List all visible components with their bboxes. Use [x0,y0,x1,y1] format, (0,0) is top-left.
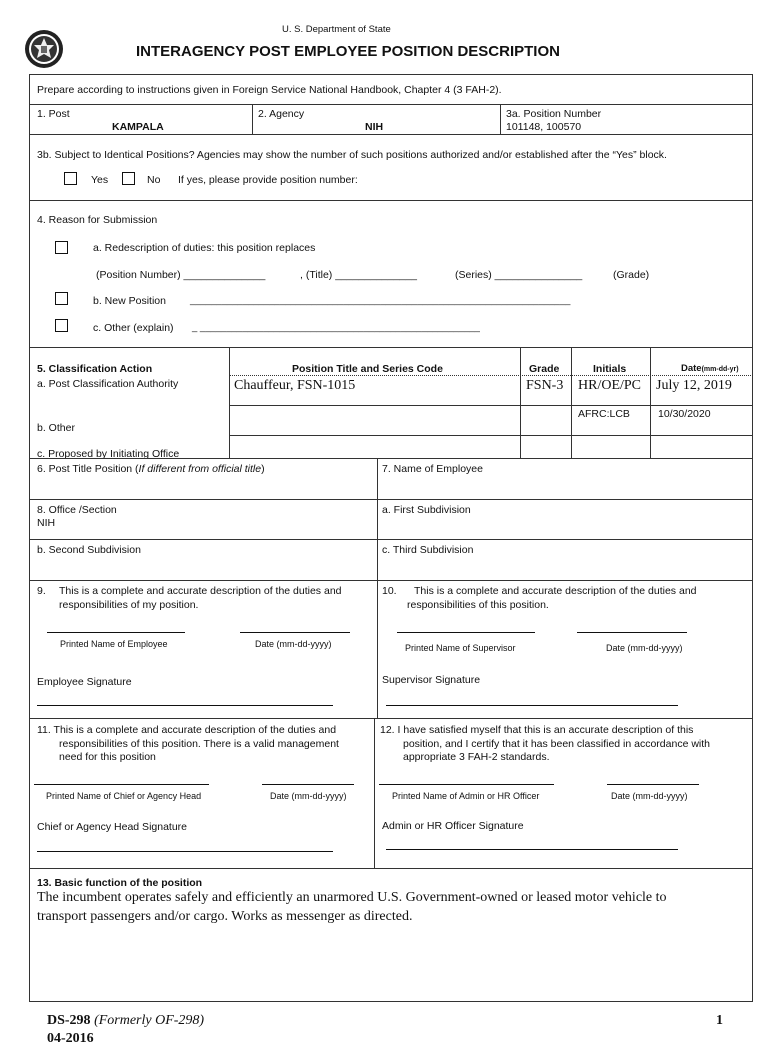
yes-label: Yes [91,174,109,186]
sec10-number: 10. [382,585,397,597]
initials-header: Initials [593,363,627,375]
yes-checkbox[interactable] [64,172,77,185]
department-of-state-seal-icon [24,29,64,69]
agency-label: 2. Agency [258,108,305,120]
employee-printed-name[interactable]: Printed Name of Employee [60,639,168,649]
other-explain-line[interactable]: _ _____________________________________________________ [192,322,480,333]
other-checkbox[interactable] [55,319,68,332]
page-number: 1 [716,1013,723,1028]
classification-action-header: 5. Classification Action [37,363,153,375]
office-section-value[interactable]: NIH [37,517,56,529]
identical-positions-question: 3b. Subject to Identical Positions? Agencies may show the number of such positions authorized and/or established after the “Yes” block. [37,149,667,161]
supervisor-signature[interactable]: Supervisor Signature [382,674,481,686]
sec9-text-2: responsibilities of my position. [59,599,199,611]
new-position-label: b. New Position [93,295,166,307]
supervisor-printed-name[interactable]: Printed Name of Supervisor [405,643,516,653]
new-position-checkbox[interactable] [55,292,68,305]
post-value[interactable]: KAMPALA [112,121,164,133]
first-subdivision-label: a. First Subdivision [382,504,471,516]
position-number-label: 3a. Position Number [506,108,602,120]
sec10-text-2: responsibilities of this position. [407,599,549,611]
chief-printed-name[interactable]: Printed Name of Chief or Agency Head [46,791,202,801]
form-title: INTERAGENCY POST EMPLOYEE POSITION DESCRIPTION [136,43,560,60]
series-field[interactable]: (Series) _______________ [455,269,583,281]
third-subdivision-label: c. Third Subdivision [382,544,474,556]
sec12-text-2: position, and I certify that it has been classified in accordance with [403,738,711,750]
chief-signature[interactable]: Chief or Agency Head Signature [37,821,188,833]
position-title-value[interactable]: Chauffeur, FSN-1015 [234,378,356,393]
proposed-label: c. Proposed by Initiating Office [37,448,180,460]
initials-value[interactable]: HR/OE/PC [578,378,642,393]
agency-value[interactable]: NIH [365,121,384,133]
position-number-field[interactable]: (Position Number) ______________ [96,269,266,281]
other-label: c. Other (explain) [93,322,174,334]
sec11-text-2: responsibilities of this position. There is a valid management [59,738,339,750]
post-label: 1. Post [37,108,70,120]
redescription-checkbox[interactable] [55,241,68,254]
title-field[interactable]: , (Title) ______________ [300,269,417,281]
date-header: Date(mm-dd-yr) [681,363,739,374]
grade-header: Grade [529,363,560,375]
sec11-text-1: 11. This is a complete and accurate description of the duties and [37,724,337,736]
redescription-label: a. Redescription of duties: this position replaces [93,242,316,254]
admin-date[interactable]: Date (mm-dd-yyyy) [611,791,688,801]
second-subdivision-label: b. Second Subdivision [37,544,141,556]
basic-function-text-2[interactable]: transport passengers and/or cargo. Works as messenger as directed. [37,909,413,924]
sec9-text-1: This is a complete and accurate description of the duties and [59,585,342,597]
afrc-date[interactable]: 10/30/2020 [658,408,711,420]
intro-text: Prepare according to instructions given in Foreign Service National Handbook, Chapter 4 (3 FAH-2). [37,84,502,96]
date-format-hint: (mm-dd-yr) [701,366,739,373]
employee-signature[interactable]: Employee Signature [37,676,132,688]
position-title-header: Position Title and Series Code [292,363,443,375]
position-number-value[interactable]: 101148, 100570 [506,121,582,133]
basic-function-title: 13. Basic function of the position [37,877,203,889]
date-value[interactable]: July 12, 2019 [656,378,732,393]
sec9-number: 9. [37,585,46,597]
no-checkbox[interactable] [122,172,135,185]
afrc-initials[interactable]: AFRC:LCB [578,408,630,420]
form-revision: 04-2016 [47,1031,94,1046]
other-classification-label: b. Other [37,422,75,434]
sec12-text-3: appropriate 3 FAH-2 standards. [403,751,550,763]
sec12-text-1: 12. I have satisfied myself that this is an accurate description of this [380,724,694,736]
employee-name-label: 7. Name of Employee [382,463,483,475]
admin-signature[interactable]: Admin or HR Officer Signature [382,820,524,832]
supervisor-date[interactable]: Date (mm-dd-yyyy) [606,643,683,653]
office-section-label: 8. Office /Section [37,504,117,516]
department-name: U. S. Department of State [282,24,391,35]
employee-date[interactable]: Date (mm-dd-yyyy) [255,639,332,649]
sec11-text-3: need for this position [59,751,156,763]
reason-title: 4. Reason for Submission [37,214,158,226]
basic-function-text-1[interactable]: The incumbent operates safely and efficiently an unarmored U.S. Government-owned or leased motor vehicle to [37,890,667,905]
post-title-label: 6. Post Title Position (If different from official title) [37,463,265,475]
if-yes-label: If yes, please provide position number: [178,174,358,186]
grade-value[interactable]: FSN-3 [526,378,564,393]
sec10-text-1: This is a complete and accurate description of the duties and [414,585,697,597]
chief-date[interactable]: Date (mm-dd-yyyy) [270,791,347,801]
new-position-line[interactable]: ________________________________________________________________________ [190,295,571,306]
post-classification-label: a. Post Classification Authority [37,378,179,390]
form-number: DS-298 (Formerly OF-298) [47,1013,205,1028]
no-label: No [147,174,161,186]
grade-field[interactable]: (Grade) [613,269,650,281]
admin-printed-name[interactable]: Printed Name of Admin or HR Officer [392,791,540,801]
